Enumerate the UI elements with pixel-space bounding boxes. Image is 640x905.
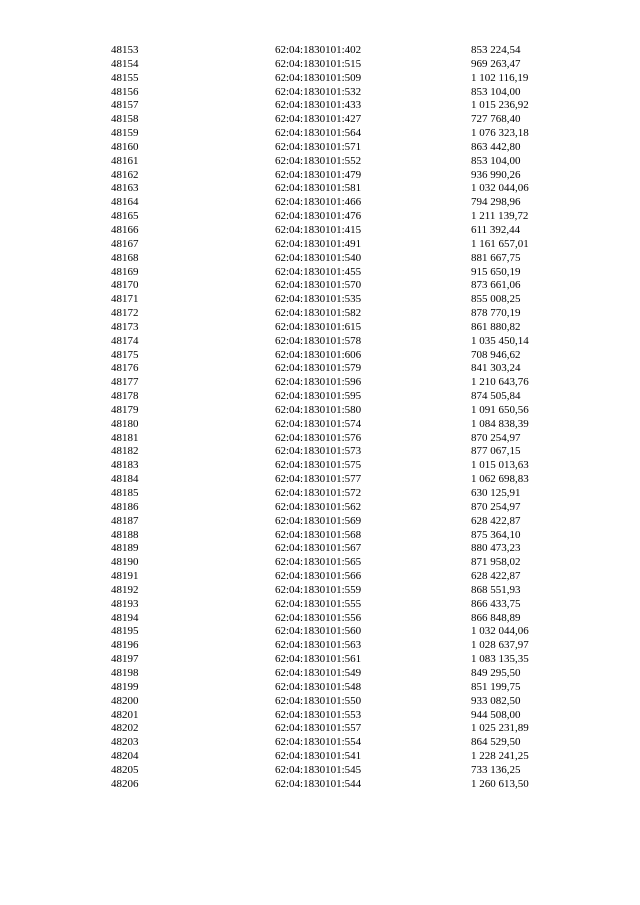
cadastral-number: 62:04:1830101:596 bbox=[275, 376, 362, 389]
table-row bbox=[0, 570, 560, 584]
table-row bbox=[0, 681, 560, 695]
row-number: 48195 bbox=[111, 625, 139, 638]
table-row bbox=[0, 141, 560, 155]
row-number: 48157 bbox=[111, 99, 139, 112]
cadastral-value: 1 084 838,39 bbox=[471, 417, 529, 430]
row-number: 48160 bbox=[111, 140, 139, 153]
table-row bbox=[0, 155, 560, 169]
cadastral-number: 62:04:1830101:491 bbox=[275, 237, 362, 250]
cadastral-value: 855 008,25 bbox=[471, 293, 521, 306]
table-row bbox=[0, 487, 560, 501]
row-number: 48201 bbox=[111, 708, 139, 721]
row-number: 48188 bbox=[111, 528, 139, 541]
cadastral-value: 944 508,00 bbox=[471, 708, 521, 721]
row-number: 48161 bbox=[111, 154, 139, 167]
table-row bbox=[0, 556, 560, 570]
table-row bbox=[0, 349, 560, 363]
cadastral-value: 880 473,23 bbox=[471, 542, 521, 555]
cadastral-number: 62:04:1830101:466 bbox=[275, 196, 362, 209]
table-row bbox=[0, 182, 560, 196]
cadastral-value: 874 505,84 bbox=[471, 390, 521, 403]
cadastral-number: 62:04:1830101:575 bbox=[275, 459, 362, 472]
cadastral-value: 1 161 657,01 bbox=[471, 237, 529, 250]
row-number: 48198 bbox=[111, 666, 139, 679]
cadastral-number: 62:04:1830101:548 bbox=[275, 680, 362, 693]
cadastral-number: 62:04:1830101:427 bbox=[275, 113, 362, 126]
table-row bbox=[0, 418, 560, 432]
table-row bbox=[0, 515, 560, 529]
row-number: 48155 bbox=[111, 71, 139, 84]
cadastral-value: 1 015 013,63 bbox=[471, 459, 529, 472]
cadastral-number: 62:04:1830101:572 bbox=[275, 487, 362, 499]
cadastral-value: 861 880,82 bbox=[471, 320, 521, 333]
table-row bbox=[0, 404, 560, 418]
row-number: 48185 bbox=[111, 487, 139, 499]
cadastral-number: 62:04:1830101:571 bbox=[275, 140, 362, 153]
row-number: 48203 bbox=[111, 736, 139, 749]
row-number: 48181 bbox=[111, 431, 139, 444]
table-row bbox=[0, 44, 560, 58]
cadastral-value: 733 136,25 bbox=[471, 763, 521, 776]
table-row bbox=[0, 238, 560, 252]
table-row bbox=[0, 86, 560, 100]
cadastral-number: 62:04:1830101:557 bbox=[275, 722, 362, 735]
cadastral-number: 62:04:1830101:415 bbox=[275, 223, 362, 236]
row-number: 48191 bbox=[111, 570, 139, 583]
cadastral-value: 841 303,24 bbox=[471, 362, 521, 375]
row-number: 48165 bbox=[111, 210, 139, 223]
row-number: 48172 bbox=[111, 307, 139, 320]
cadastral-value: 936 990,26 bbox=[471, 168, 521, 181]
row-number: 48205 bbox=[111, 763, 139, 776]
cadastral-number: 62:04:1830101:556 bbox=[275, 611, 362, 624]
cadastral-number: 62:04:1830101:574 bbox=[275, 417, 362, 430]
cadastral-number: 62:04:1830101:560 bbox=[275, 625, 362, 638]
cadastral-number: 62:04:1830101:567 bbox=[275, 542, 362, 555]
cadastral-value: 878 770,19 bbox=[471, 307, 521, 320]
table-row bbox=[0, 252, 560, 266]
table-row bbox=[0, 293, 560, 307]
row-number: 48183 bbox=[111, 459, 139, 472]
cadastral-number: 62:04:1830101:581 bbox=[275, 182, 362, 195]
cadastral-value: 1 076 323,18 bbox=[471, 127, 529, 140]
cadastral-number: 62:04:1830101:544 bbox=[275, 777, 362, 790]
table-row bbox=[0, 722, 560, 736]
row-number: 48174 bbox=[111, 334, 139, 347]
row-number: 48179 bbox=[111, 403, 139, 416]
row-number: 48204 bbox=[111, 750, 139, 763]
table-row bbox=[0, 542, 560, 556]
table-row bbox=[0, 709, 560, 723]
cadastral-number: 62:04:1830101:564 bbox=[275, 127, 362, 140]
table-row bbox=[0, 224, 560, 238]
cadastral-value: 1 228 241,25 bbox=[471, 750, 529, 763]
row-number: 48173 bbox=[111, 320, 139, 333]
row-number: 48200 bbox=[111, 694, 139, 707]
row-number: 48193 bbox=[111, 597, 139, 610]
table-row bbox=[0, 667, 560, 681]
cadastral-value: 1 032 044,06 bbox=[471, 182, 529, 195]
cadastral-number: 62:04:1830101:565 bbox=[275, 556, 362, 569]
cadastral-value: 1 028 637,97 bbox=[471, 639, 529, 652]
cadastral-value: 1 083 135,35 bbox=[471, 653, 529, 666]
cadastral-value-table bbox=[0, 44, 560, 792]
table-row bbox=[0, 113, 560, 127]
table-row bbox=[0, 473, 560, 487]
cadastral-value: 873 661,06 bbox=[471, 279, 521, 292]
table-row bbox=[0, 501, 560, 515]
table-row bbox=[0, 612, 560, 626]
cadastral-number: 62:04:1830101:479 bbox=[275, 168, 362, 181]
cadastral-number: 62:04:1830101:563 bbox=[275, 639, 362, 652]
cadastral-value: 1 260 613,50 bbox=[471, 777, 529, 790]
table-row bbox=[0, 736, 560, 750]
cadastral-value: 915 650,19 bbox=[471, 265, 521, 278]
cadastral-value: 866 848,89 bbox=[471, 611, 521, 624]
cadastral-number: 62:04:1830101:582 bbox=[275, 307, 362, 320]
table-row bbox=[0, 376, 560, 390]
row-number: 48182 bbox=[111, 445, 139, 458]
table-row bbox=[0, 459, 560, 473]
cadastral-number: 62:04:1830101:555 bbox=[275, 597, 362, 610]
row-number: 48170 bbox=[111, 279, 139, 292]
cadastral-value: 969 263,47 bbox=[471, 57, 521, 70]
table-row bbox=[0, 432, 560, 446]
table-row bbox=[0, 58, 560, 72]
cadastral-value: 1 211 139,72 bbox=[471, 210, 529, 223]
row-number: 48164 bbox=[111, 196, 139, 209]
cadastral-value: 1 015 236,92 bbox=[471, 99, 529, 112]
row-number: 48180 bbox=[111, 417, 139, 430]
cadastral-value: 630 125,91 bbox=[471, 487, 521, 499]
row-number: 48156 bbox=[111, 85, 139, 98]
cadastral-number: 62:04:1830101:570 bbox=[275, 279, 362, 292]
cadastral-value: 794 298,96 bbox=[471, 196, 521, 209]
cadastral-number: 62:04:1830101:455 bbox=[275, 265, 362, 278]
cadastral-value: 933 082,50 bbox=[471, 694, 521, 707]
cadastral-value: 1 032 044,06 bbox=[471, 625, 529, 638]
cadastral-number: 62:04:1830101:550 bbox=[275, 694, 362, 707]
cadastral-value: 1 210 643,76 bbox=[471, 376, 529, 389]
cadastral-value: 868 551,93 bbox=[471, 583, 521, 596]
cadastral-number: 62:04:1830101:615 bbox=[275, 320, 362, 333]
cadastral-value: 628 422,87 bbox=[471, 514, 521, 527]
cadastral-number: 62:04:1830101:559 bbox=[275, 583, 362, 596]
table-row bbox=[0, 196, 560, 210]
cadastral-value: 871 958,02 bbox=[471, 556, 521, 569]
cadastral-value: 875 364,10 bbox=[471, 528, 521, 541]
row-number: 48197 bbox=[111, 653, 139, 666]
cadastral-value: 1 062 698,83 bbox=[471, 473, 529, 486]
cadastral-number: 62:04:1830101:566 bbox=[275, 570, 362, 583]
cadastral-number: 62:04:1830101:554 bbox=[275, 736, 362, 749]
cadastral-value: 611 392,44 bbox=[471, 223, 521, 236]
table-row bbox=[0, 764, 560, 778]
cadastral-number: 62:04:1830101:476 bbox=[275, 210, 362, 223]
row-number: 48159 bbox=[111, 127, 139, 140]
row-number: 48206 bbox=[111, 777, 139, 790]
row-number: 48192 bbox=[111, 583, 139, 596]
row-number: 48186 bbox=[111, 500, 139, 513]
table-row bbox=[0, 335, 560, 349]
cadastral-number: 62:04:1830101:540 bbox=[275, 251, 362, 264]
cadastral-number: 62:04:1830101:569 bbox=[275, 514, 362, 527]
cadastral-value: 849 295,50 bbox=[471, 666, 521, 679]
table-row bbox=[0, 750, 560, 764]
cadastral-value: 866 433,75 bbox=[471, 597, 521, 610]
cadastral-value: 1 025 231,89 bbox=[471, 722, 529, 735]
table-row bbox=[0, 653, 560, 667]
row-number: 48187 bbox=[111, 514, 139, 527]
row-number: 48190 bbox=[111, 556, 139, 569]
cadastral-value: 863 442,80 bbox=[471, 140, 521, 153]
table-row bbox=[0, 529, 560, 543]
row-number: 48168 bbox=[111, 251, 139, 264]
table-row bbox=[0, 362, 560, 376]
table-row bbox=[0, 321, 560, 335]
row-number: 48175 bbox=[111, 348, 139, 361]
cadastral-number: 62:04:1830101:552 bbox=[275, 154, 362, 167]
cadastral-number: 62:04:1830101:606 bbox=[275, 348, 362, 361]
table-row bbox=[0, 625, 560, 639]
cadastral-value: 1 091 650,56 bbox=[471, 403, 529, 416]
cadastral-number: 62:04:1830101:573 bbox=[275, 445, 362, 458]
table-row bbox=[0, 169, 560, 183]
cadastral-value: 870 254,97 bbox=[471, 431, 521, 444]
row-number: 48189 bbox=[111, 542, 139, 555]
row-number: 48184 bbox=[111, 473, 139, 486]
row-number: 48167 bbox=[111, 237, 139, 250]
cadastral-number: 62:04:1830101:595 bbox=[275, 390, 362, 403]
cadastral-number: 62:04:1830101:580 bbox=[275, 403, 362, 416]
cadastral-value: 870 254,97 bbox=[471, 500, 521, 513]
cadastral-number: 62:04:1830101:576 bbox=[275, 431, 362, 444]
row-number: 48169 bbox=[111, 265, 139, 278]
cadastral-number: 62:04:1830101:578 bbox=[275, 334, 362, 347]
cadastral-number: 62:04:1830101:532 bbox=[275, 85, 362, 98]
row-number: 48171 bbox=[111, 293, 139, 306]
table-row bbox=[0, 266, 560, 280]
cadastral-value: 853 224,54 bbox=[471, 44, 521, 56]
row-number: 48177 bbox=[111, 376, 139, 389]
table-row bbox=[0, 639, 560, 653]
table-row bbox=[0, 127, 560, 141]
table-body bbox=[0, 44, 560, 792]
table-row bbox=[0, 279, 560, 293]
row-number: 48166 bbox=[111, 223, 139, 236]
row-number: 48196 bbox=[111, 639, 139, 652]
cadastral-number: 62:04:1830101:433 bbox=[275, 99, 362, 112]
cadastral-number: 62:04:1830101:553 bbox=[275, 708, 362, 721]
cadastral-number: 62:04:1830101:562 bbox=[275, 500, 362, 513]
cadastral-number: 62:04:1830101:568 bbox=[275, 528, 362, 541]
cadastral-number: 62:04:1830101:541 bbox=[275, 750, 362, 763]
table-row bbox=[0, 598, 560, 612]
table-row bbox=[0, 778, 560, 792]
cadastral-number: 62:04:1830101:549 bbox=[275, 666, 362, 679]
table-row bbox=[0, 390, 560, 404]
cadastral-number: 62:04:1830101:509 bbox=[275, 71, 362, 84]
table-row bbox=[0, 210, 560, 224]
table-row bbox=[0, 695, 560, 709]
row-number: 48162 bbox=[111, 168, 139, 181]
row-number: 48199 bbox=[111, 680, 139, 693]
table-row bbox=[0, 445, 560, 459]
cadastral-value: 853 104,00 bbox=[471, 154, 521, 167]
row-number: 48194 bbox=[111, 611, 139, 624]
row-number: 48158 bbox=[111, 113, 139, 126]
row-number: 48176 bbox=[111, 362, 139, 375]
cadastral-value: 881 667,75 bbox=[471, 251, 521, 264]
cadastral-number: 62:04:1830101:545 bbox=[275, 763, 362, 776]
row-number: 48178 bbox=[111, 390, 139, 403]
cadastral-value: 708 946,62 bbox=[471, 348, 521, 361]
cadastral-number: 62:04:1830101:402 bbox=[275, 44, 362, 56]
row-number: 48202 bbox=[111, 722, 139, 735]
cadastral-value: 727 768,40 bbox=[471, 113, 521, 126]
table-row bbox=[0, 72, 560, 86]
table-row bbox=[0, 99, 560, 113]
cadastral-value: 851 199,75 bbox=[471, 680, 521, 693]
cadastral-value: 853 104,00 bbox=[471, 85, 521, 98]
cadastral-value: 1 035 450,14 bbox=[471, 334, 529, 347]
cadastral-number: 62:04:1830101:561 bbox=[275, 653, 362, 666]
cadastral-value: 1 102 116,19 bbox=[471, 71, 529, 84]
cadastral-number: 62:04:1830101:535 bbox=[275, 293, 362, 306]
table-row bbox=[0, 307, 560, 321]
cadastral-number: 62:04:1830101:515 bbox=[275, 57, 362, 70]
row-number: 48154 bbox=[111, 57, 139, 70]
cadastral-number: 62:04:1830101:579 bbox=[275, 362, 362, 375]
cadastral-value: 877 067,15 bbox=[471, 445, 521, 458]
row-number: 48153 bbox=[111, 44, 139, 56]
row-number: 48163 bbox=[111, 182, 139, 195]
table-row bbox=[0, 584, 560, 598]
cadastral-value: 628 422,87 bbox=[471, 570, 521, 583]
cadastral-number: 62:04:1830101:577 bbox=[275, 473, 362, 486]
cadastral-value: 864 529,50 bbox=[471, 736, 521, 749]
